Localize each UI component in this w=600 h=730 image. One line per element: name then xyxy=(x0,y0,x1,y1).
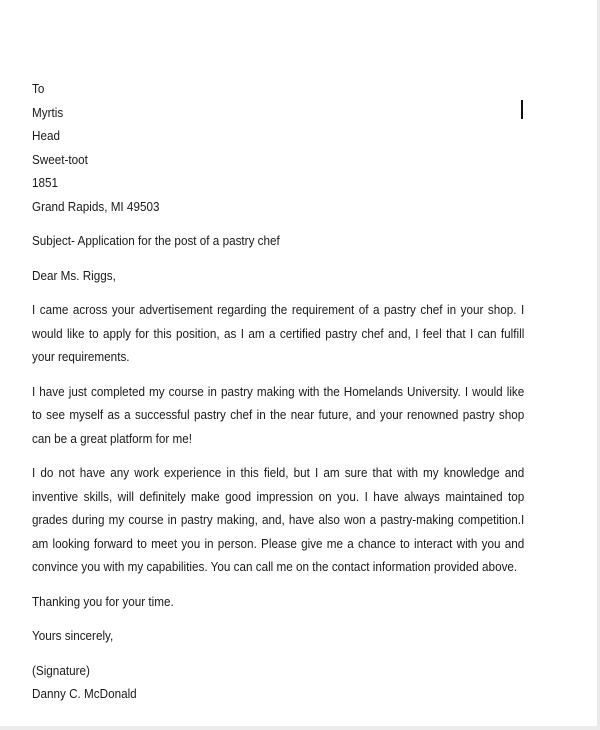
signature-placeholder: (Signature) xyxy=(32,662,90,678)
spacer xyxy=(32,218,524,229)
thanks-line: Thanking you for your time. xyxy=(32,593,174,609)
sender-name: Danny C. McDonald xyxy=(32,686,137,701)
paragraph-1: I came across your advertisement regarding the requirement of a pastry chef in your shop. I would like to apply for this position, as I am a certified pastry chef and, I feel that I can fulfill your requirements. xyxy=(32,302,525,364)
letter-body[interactable] xyxy=(32,77,524,706)
spacer xyxy=(32,450,524,461)
recipient-street: 1851 xyxy=(32,175,59,190)
spacer xyxy=(32,648,524,659)
spacer xyxy=(32,613,524,624)
page-edge-bottom xyxy=(0,726,600,730)
paragraph-3: I do not have any work experience in this field, but I am sure that with my knowledge and inventive skills, will definitely make good impression on you. I have always maintained top grades during my course in pastry making, and, have also won a pastry-making competition.I am looking forward to meet you in person. Please give me a chance to interact with you and convince you with my capabilities. You can call me on the contact information provided above. xyxy=(32,465,525,574)
spacer xyxy=(32,579,524,590)
spacer xyxy=(32,369,524,380)
closing-line: Yours sincerely, xyxy=(32,628,114,643)
subject-line: Subject- Application for the post of a pastry chef xyxy=(32,233,280,248)
spacer xyxy=(32,253,524,264)
to-label: To xyxy=(32,81,45,96)
salutation: Dear Ms. Riggs, xyxy=(32,267,116,283)
recipient-company: Sweet-toot xyxy=(32,151,88,167)
recipient-city: Grand Rapids, MI 49503 xyxy=(32,198,160,214)
paragraph-2: I have just completed my course in pastry making with the Homelands University. I would like to see myself as a successful pastry chef in the near future, and your renowned pastry shop can be a great platform for me! xyxy=(32,383,525,446)
recipient-title: Head xyxy=(32,128,60,143)
recipient-name: Myrtis xyxy=(32,104,64,120)
spacer xyxy=(32,287,524,298)
